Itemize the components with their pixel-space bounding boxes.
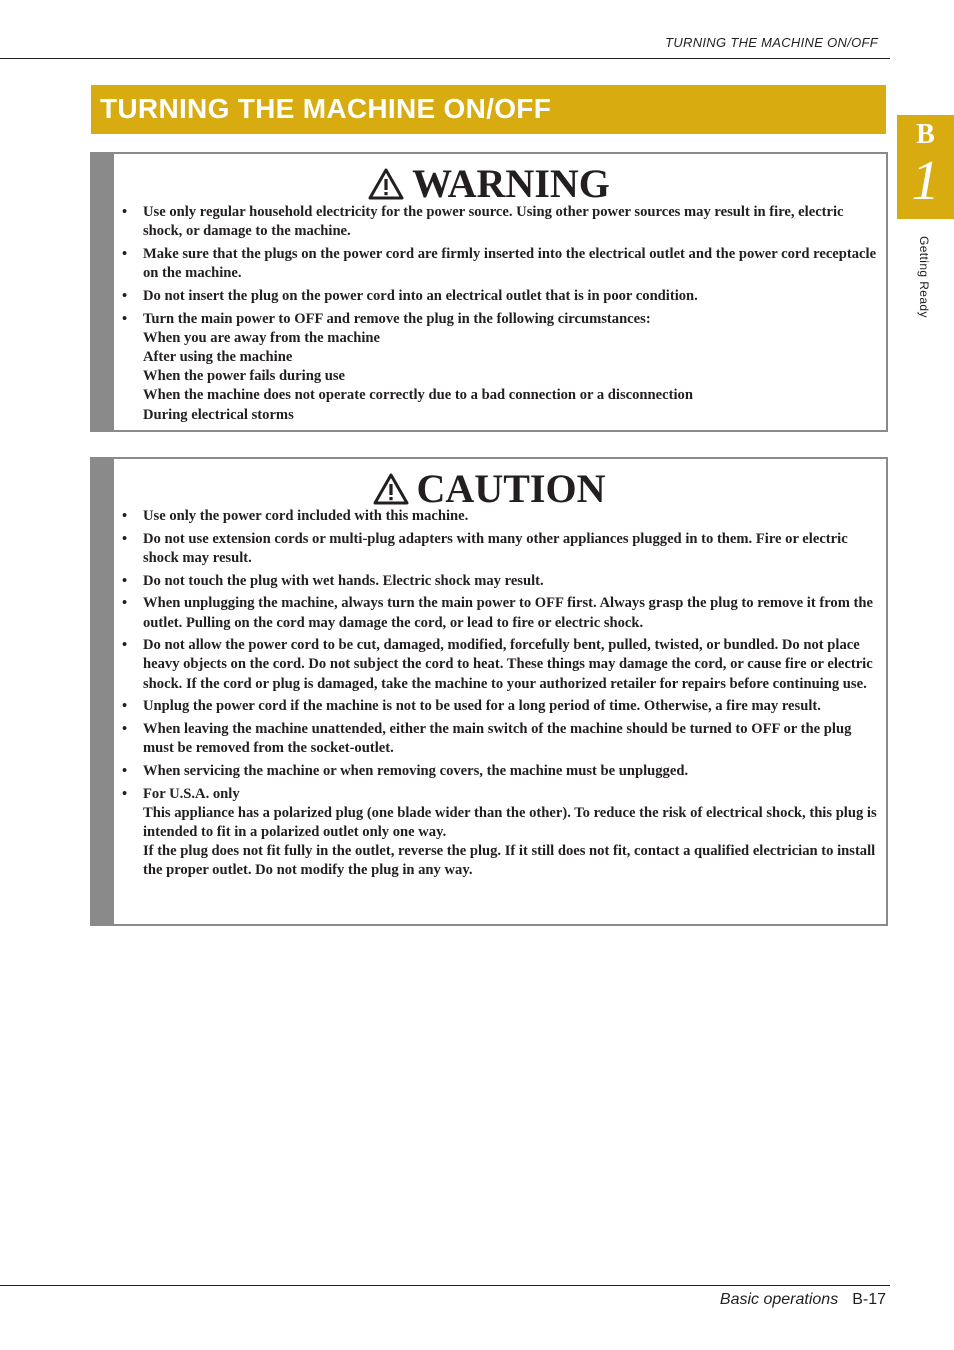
caution-box [90, 457, 888, 926]
caution-title: CAUTION [416, 466, 606, 511]
list-item-text: Use only regular household electricity for the power source. Using other power sources may result in fire, electric shock, or damage to the machine. [143, 204, 844, 240]
section-title: TURNING THE MACHINE ON/OFF [100, 93, 552, 124]
list-item-text: Use only the power cord included with this machine. [143, 508, 469, 524]
chapter-tab [897, 115, 954, 219]
list-item [122, 697, 880, 716]
list-item-text: Turn the main power to OFF and remove the plug in the following circumstances: [143, 310, 651, 327]
list-subitem: If the plug does not fit fully in the outlet, reverse the plug. If it still does not fit, contact a qualified electrician to install the proper outlet. Do not modify the plug in any way. [143, 843, 876, 879]
list-item-text: Do not touch the plug with wet hands. Electric shock may result. [143, 572, 544, 589]
list-item-text: When servicing the machine or when removing covers, the machine must be unplugged. [143, 762, 689, 779]
list-item [122, 762, 880, 781]
list-item [122, 245, 880, 283]
header-rule [0, 58, 890, 59]
page-number: B-17 [852, 1291, 886, 1308]
list-item [122, 530, 880, 568]
chapter-letter: B [916, 119, 935, 150]
list-item-text: Unplug the power cord if the machine is not to be used for a long period of time. Otherwise, a fire may result. [143, 698, 821, 715]
list-subitem: After using the machine [143, 348, 293, 365]
list-subitem: During electrical storms [143, 406, 294, 423]
list-item-text: When unplugging the machine, always turn the main power to OFF first. Always grasp the plug to remove it from the outlet. Pulling on the cord may damage the cord, or lead to fire or electric shock. [143, 595, 873, 631]
list-item [122, 785, 880, 881]
warning-list [122, 203, 880, 428]
list-item-text: Do not allow the power cord to be cut, damaged, modified, forcefully bent, pulled, twisted, or bundled. Do not place heavy objects on the cord. Do not subject the cord to heat. These things may damage the cord, or cause fire or electric shock. If the cord or plug is damaged, take the machine to your authorized retailer for repairs before continuing use. [143, 637, 873, 692]
warning-triangle-icon [368, 168, 404, 200]
list-subitem: When you are away from the machine [143, 329, 380, 346]
list-subitem: This appliance has a polarized plug (one blade wider than the other). To reduce the risk of electrical shock, this plug is intended to fit in a polarized outlet only one way. [143, 804, 877, 841]
footer-section: Basic operations [719, 1291, 839, 1308]
caution-list [122, 507, 880, 884]
warning-heading [92, 160, 886, 207]
list-item-text: Do not use extension cords or multi-plug adapters with many other appliances plugged in to them. Fire or electric shock may result. [143, 530, 848, 566]
warning-title: WARNING [412, 161, 610, 206]
list-item [122, 203, 880, 241]
list-subitem: When the power fails during use [143, 368, 346, 385]
warning-box [90, 152, 888, 432]
footer-rule [0, 1285, 890, 1286]
list-item-text: For U.S.A. only [143, 785, 240, 802]
chapter-number: 1 [911, 150, 940, 212]
running-header: TURNING THE MACHINE ON/OFF [665, 35, 878, 50]
list-item [122, 507, 880, 526]
list-item-text: Make sure that the plugs on the power cord are firmly inserted into the electrical outlet and the power cord receptacle on the machine. [143, 245, 877, 282]
caution-heading [92, 465, 886, 512]
caution-triangle-icon [373, 473, 409, 505]
footer [720, 1291, 886, 1309]
section-title-bar [91, 85, 886, 134]
list-item [122, 636, 880, 694]
list-subitem: When the machine does not operate correctly due to a bad connection or a disconnection [143, 387, 693, 404]
list-item-text: When leaving the machine unattended, either the main switch of the machine should be turned to OFF or the plug must be removed from the socket-outlet. [143, 721, 852, 757]
list-item-text: Do not insert the plug on the power cord into an electrical outlet that is in poor condition. [143, 287, 698, 304]
list-item [122, 287, 880, 306]
chapter-label: Getting Ready [917, 236, 931, 318]
list-item [122, 572, 880, 591]
caution-stripe [92, 459, 114, 924]
list-item [122, 310, 880, 425]
list-item [122, 594, 880, 632]
list-item [122, 720, 880, 758]
